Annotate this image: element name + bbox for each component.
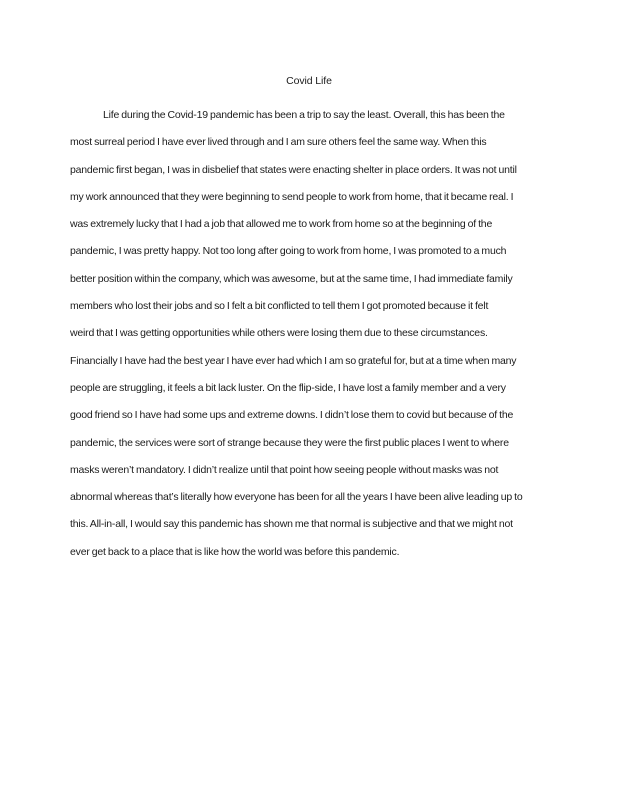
- essay-line-13: pandemic, the services were sort of strange because they were the first public places I went to where: [70, 436, 509, 449]
- essay-line-6: pandemic, I was pretty happy. Not too long after going to work from home, I was promoted to a much: [70, 245, 507, 258]
- essay-line-5: was extremely lucky that I had a job that allowed me to work from home so at the beginning of the: [70, 218, 493, 231]
- essay-line-3: pandemic first began, I was in disbelief that states were enacting shelter in place orders. It was not until: [70, 163, 517, 176]
- essay-line-12: good friend so I have had some ups and extreme downs. I didn’t lose them to covid but because of the: [70, 409, 514, 422]
- essay-line-7: better position within the company, which was awesome, but at the same time, I had immediate family: [70, 272, 513, 285]
- essay-line-9: weird that I was getting opportunities while others were losing them due to these circumstances.: [70, 327, 488, 340]
- essay-line-8: members who lost their jobs and so I felt a bit conflicted to tell them I got promoted because it felt: [70, 300, 489, 313]
- essay-line-14: masks weren’t mandatory. I didn’t realize until that point how seeing people without masks was not: [70, 463, 499, 476]
- essay-body: [70, 102, 548, 566]
- essay-line-11: people are struggling, it feels a bit lack luster. On the flip-side, I have lost a family member and a very: [70, 381, 506, 394]
- essay-line-10: Financially I have had the best year I have ever had which I am so grateful for, but at a time when many: [70, 354, 517, 367]
- essay-line-1: Life during the Covid-19 pandemic has been a trip to say the least. Overall, this has been the: [103, 109, 505, 121]
- essay-line-16: this. All-in-all, I would say this pandemic has shown me that normal is subjective and that we might not: [70, 518, 513, 531]
- document-title: Covid Life: [286, 75, 332, 87]
- essay-line-15: abnormal whereas that’s literally how everyone has been for all the years I have been alive leading up to: [70, 491, 523, 504]
- essay-line-17: ever get back to a place that is like how the world was before this pandemic.: [70, 545, 400, 558]
- essay-line-2: most surreal period I have ever lived through and I am sure others feel the same way. When this: [70, 136, 487, 149]
- essay-line-4: my work announced that they were beginning to send people to work from home, that it became real. I: [70, 190, 514, 203]
